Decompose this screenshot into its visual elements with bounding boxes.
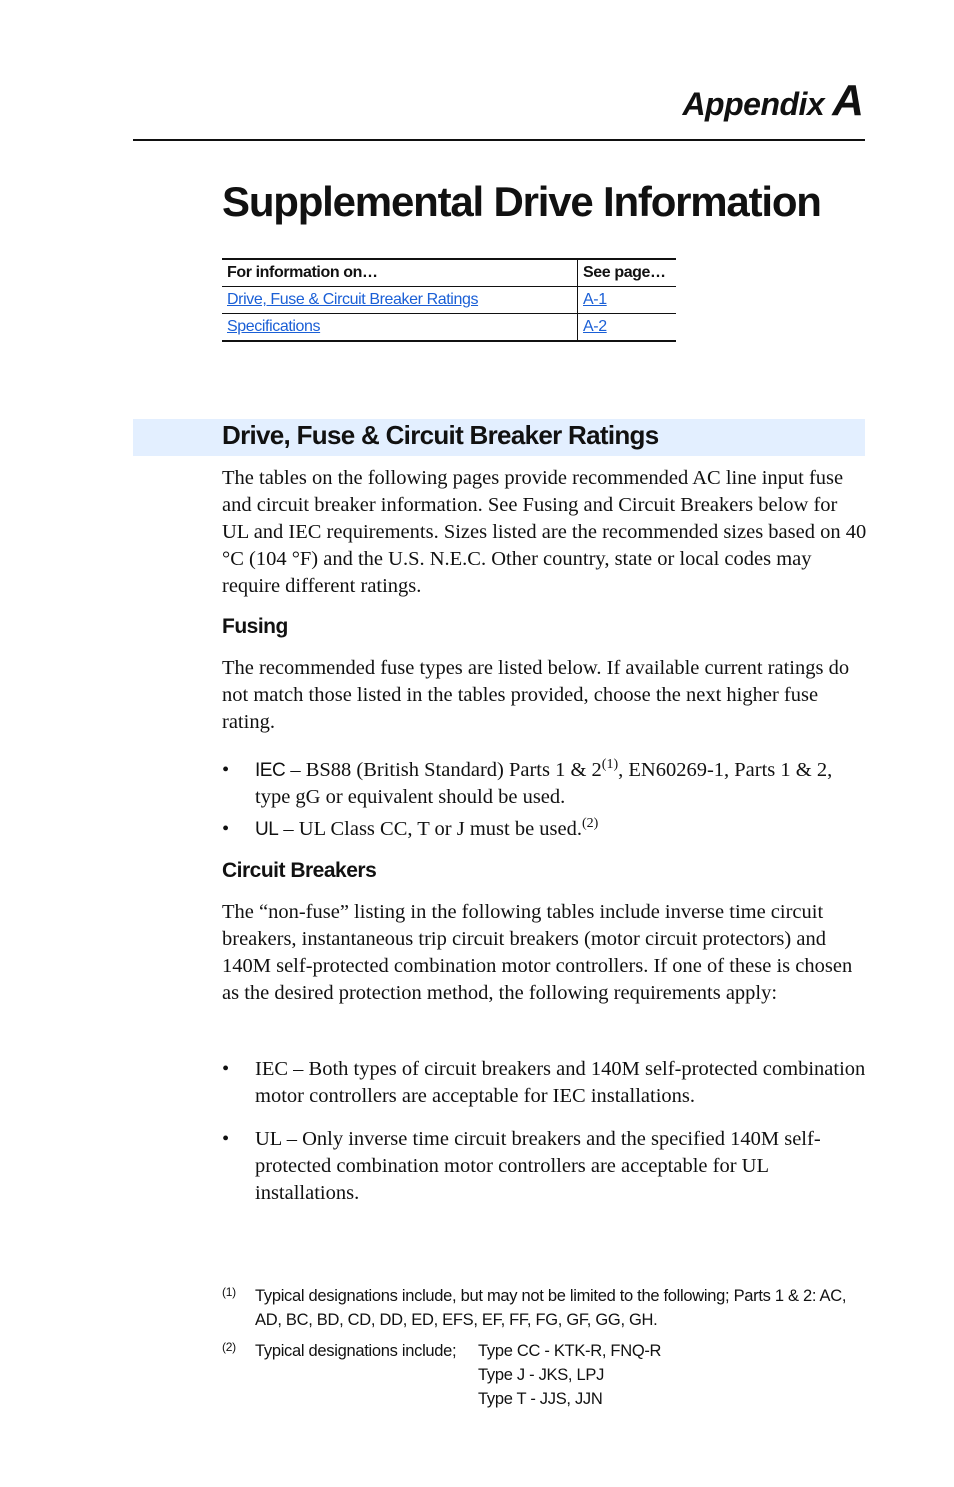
- breakers-iec-text: IEC – Both types of circuit breakers and 140M self-protected combination motor controllers are acceptable for IEC installations.: [255, 1058, 866, 1107]
- footnote-2-item: Type T - JJS, JJN: [478, 1390, 603, 1408]
- bullet-icon: •: [222, 818, 230, 840]
- footnote-1-text: Typical designations include, but may not be limited to the following; Parts 1 & 2: AC, AD, BC, BD, CD, DD, ED, EFS, EF, FF, FG, GF, GG, GH.: [255, 1287, 847, 1329]
- toc-col-page: See page…: [578, 259, 677, 287]
- appendix-letter: A: [832, 76, 864, 125]
- breakers-heading: Circuit Breakers: [222, 859, 377, 882]
- iec-text-a: – BS88 (British Standard) Parts 1 & 2: [285, 759, 602, 781]
- bullet-icon: •: [222, 1058, 230, 1080]
- appendix-header: [682, 76, 864, 126]
- toc-page-link-ratings[interactable]: A-1: [583, 291, 607, 308]
- footnote-2-item: Type CC - KTK-R, FNQ-R: [478, 1342, 662, 1360]
- footnote-2-lead: Typical designations include;: [255, 1342, 457, 1360]
- fusing-heading: Fusing: [222, 615, 288, 638]
- breakers-ul-text: UL – Only inverse time circuit breakers and the specified 140M self-protected combination motor controllers are acceptable for UL installations.: [255, 1128, 821, 1204]
- footnotes: [222, 1284, 867, 1411]
- toc-page-link-specifications[interactable]: A-2: [583, 318, 607, 335]
- section-title: Drive, Fuse & Circuit Breaker Ratings: [222, 420, 659, 450]
- appendix-word: Appendix: [682, 86, 825, 122]
- breakers-text: The “non-fuse” listing in the following tables include inverse time circuit breakers, instantaneous trip circuit breakers (motor circuit protectors) and 140M self-protected combination motor controllers. If one of these is chosen as the desired protection method, the following requirements apply:: [222, 901, 853, 1004]
- section-intro: The tables on the following pages provide recommended AC line input fuse and circuit breaker information. See Fusing and Circuit Breakers below for UL and IEC requirements. Sizes listed are the recommended sizes based on 40 °C (104 °F) and the U.S. N.E.C. Other country, state or local codes may require different ratings.: [222, 467, 867, 597]
- toc-col-topic: For information on…: [222, 259, 578, 287]
- bullet-icon: •: [222, 1128, 230, 1150]
- footnote-2-item: Type J - JKS, LPJ: [478, 1366, 605, 1384]
- fusing-bullet-iec: [222, 757, 867, 811]
- iec-text-b: , EN60269-1, Parts 1 & 2, type gG or equivalent should be used.: [255, 759, 833, 808]
- ul-text: – UL Class CC, T or J must be used.: [278, 818, 583, 840]
- ul-tag: UL: [255, 819, 279, 840]
- toc-link-ratings[interactable]: Drive, Fuse & Circuit Breaker Ratings: [227, 291, 479, 308]
- fusing-bullet-ul: [222, 816, 867, 843]
- footnote-1: [222, 1284, 867, 1332]
- header-rule: [133, 139, 865, 141]
- toc-header-row: [222, 259, 676, 287]
- bullet-icon: •: [222, 759, 230, 781]
- footnote-ref-1: (1): [601, 757, 619, 772]
- page-title: Supplemental Drive Information: [222, 178, 821, 225]
- toc-table: [222, 258, 676, 342]
- footnote-2: [222, 1339, 867, 1411]
- footnote-1-mark: (1): [222, 1285, 236, 1299]
- breakers-bullet-iec: [222, 1056, 867, 1110]
- footnote-ref-2: (2): [582, 816, 599, 831]
- toc-row: [222, 287, 676, 314]
- footnote-2-list: [478, 1339, 661, 1411]
- iec-tag: IEC: [255, 760, 286, 781]
- toc-link-specifications[interactable]: Specifications: [227, 318, 321, 335]
- toc-row: [222, 314, 676, 342]
- footnote-2-mark: (2): [222, 1340, 236, 1354]
- fusing-text: The recommended fuse types are listed below. If available current ratings do not match those listed in the tables provided, choose the next higher fuse rating.: [222, 657, 850, 733]
- breakers-bullet-ul: [222, 1126, 867, 1207]
